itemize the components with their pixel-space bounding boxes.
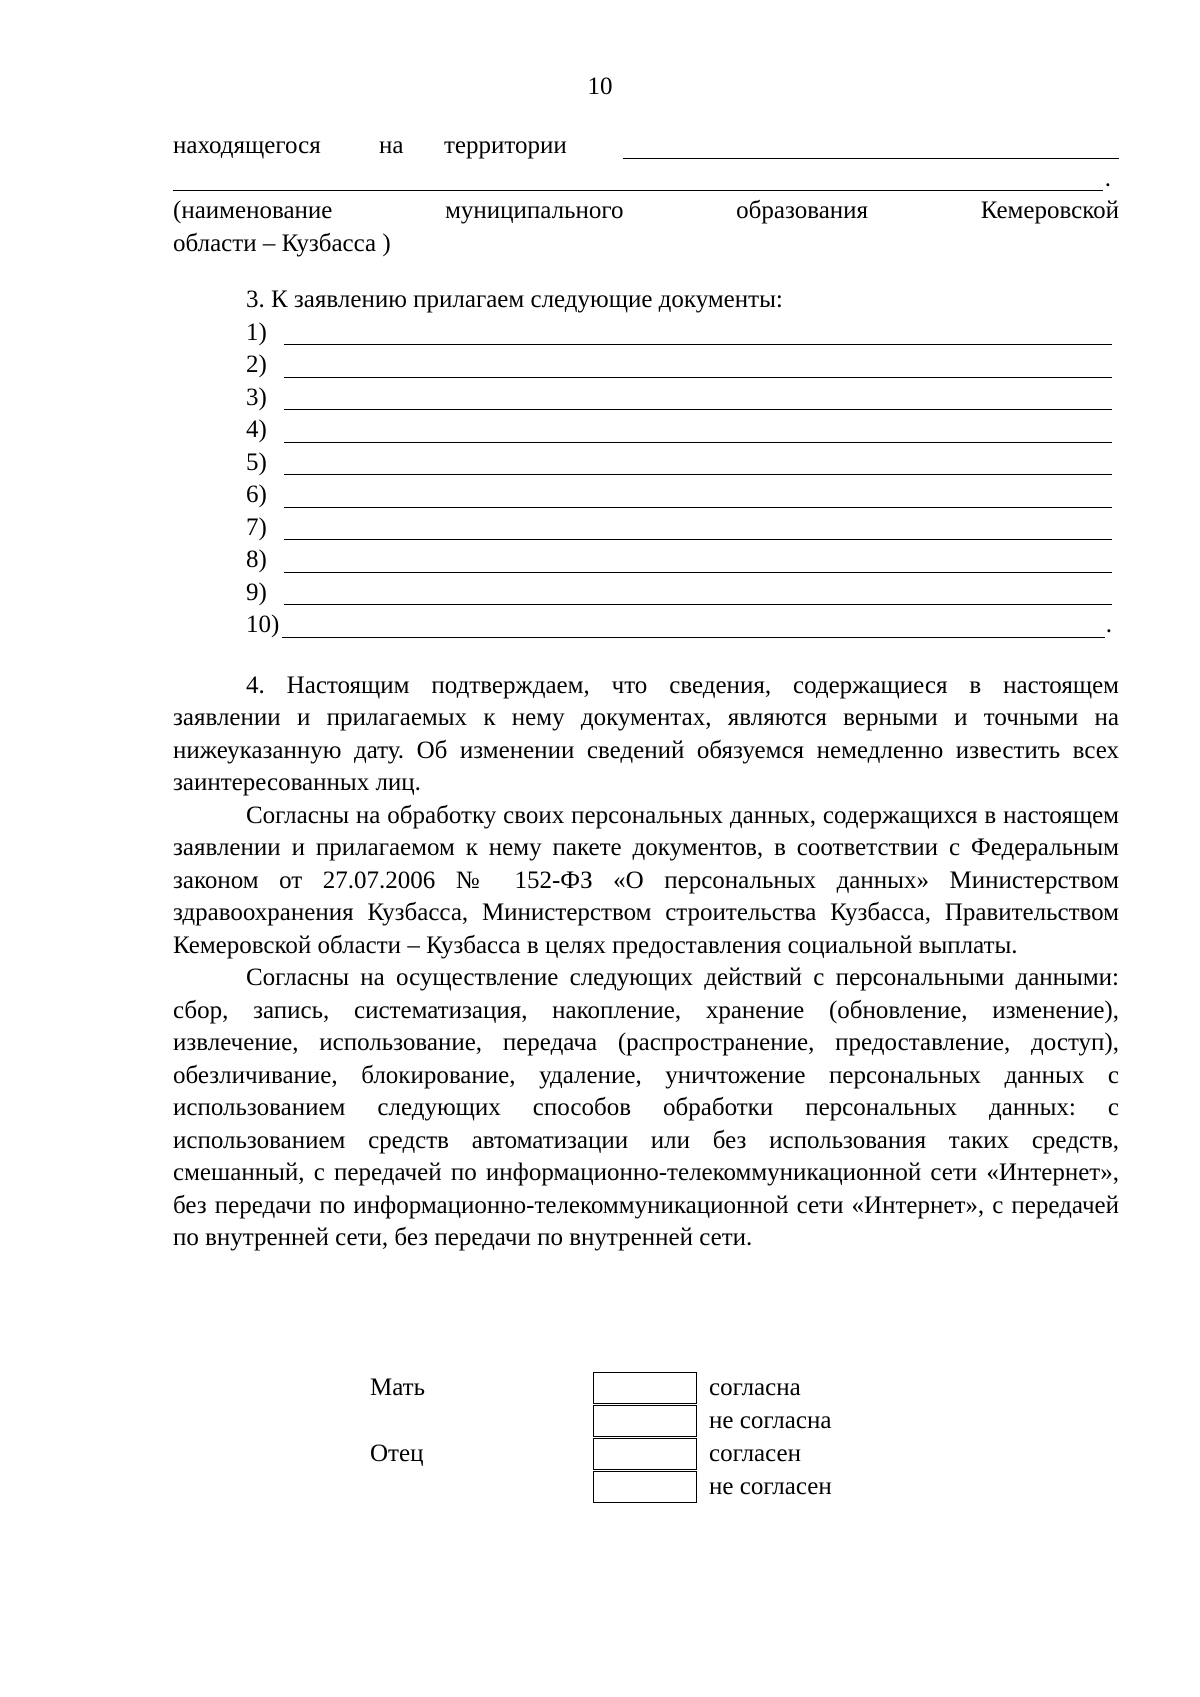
document-item [246,512,1119,545]
territory-line [173,130,1119,163]
document-item-field[interactable] [282,637,1105,638]
father-agree-checkbox[interactable] [593,1438,697,1470]
document-item [246,479,1119,512]
territory-continuation-line [173,163,1119,196]
document-item-number: 10) [246,611,280,638]
document-item-field[interactable] [284,539,1112,540]
document-item [246,414,1119,447]
document-list-end-dot: . [1105,611,1112,638]
document-body [173,130,1119,1255]
document-item [246,577,1119,610]
section-4-paragraph-1: 4. Настоящим подтверждаем, что сведения, содержащиеся в настоящем заявлении и прилагаемых к нему документах, являются верными и точными на нижеуказанную дату. Об изменении сведений обязуемся немедленно известить всех заинтересованных лиц. [173,671,1119,796]
mother-agree-label: согласна [709,1374,801,1401]
father-agree-label: согласен [709,1440,802,1467]
caption-word: муниципального [445,197,624,224]
section-4-paragraph-2: Согласны на обработку своих персональных данных, содержащихся в настоящем заявлении и прилагаемом к нему пакете документов, в соответствии с Федеральным законом от 27.07.2006 № 152-ФЗ «О персональных данных» Министерством здравоохранения Кузбасса, Министерством строительства Кузбасса, Правительством Кемеровской области – Кузбасса в целях предоставления социальной выплаты. [173,801,1119,959]
document-item-number: 8) [246,546,267,573]
caption-line-1 [173,195,1119,228]
mother-agree-checkbox[interactable] [593,1372,697,1404]
document-item-field[interactable] [284,604,1112,605]
document-item-field[interactable] [284,474,1112,475]
document-item-field[interactable] [284,572,1112,573]
caption-line-2: области – Кузбасса ) [173,229,391,257]
documents-list [173,317,1119,642]
mother-label: Мать [370,1374,426,1401]
document-item-field[interactable] [284,409,1112,410]
father-label: Отец [370,1440,424,1467]
document-item-field[interactable] [284,442,1112,443]
mother-disagree-checkbox[interactable] [593,1405,697,1437]
document-item [246,349,1119,382]
father-disagree-label: не согласен [709,1473,832,1500]
document-item-number: 7) [246,513,267,541]
document-item-field[interactable] [284,377,1112,378]
document-item-number: 2) [246,351,267,378]
page-number: 10 [587,73,613,100]
father-disagree-checkbox[interactable] [593,1471,697,1503]
territory-blank-field-2[interactable] [173,190,1103,191]
section-3-heading: 3. К заявлению прилагаем следующие документы: [246,286,783,313]
document-item-number: 6) [246,481,267,508]
document-item-number: 3) [246,383,267,411]
section-4-paragraph-3: Согласны на осуществление следующих действий с персональными данными: сбор, запись, систематизация, накопление, хранение (обновление, изменение), извлечение, использование, передача (распространение, предоставление, доступ), обезличивание, блокирование, удаление, уничтожение персональных данных с использованием следующих способов обработки персональных данных: с использованием средств автоматизации или без использования таких средств, смешанный, с передачей по информационно-телекоммуникационной сети «Интернет», без передачи по информационно-телекоммуникационной сети «Интернет», с передачей по внутренней сети, без передачи по внутренней сети. [173,964,1119,1251]
document-item [246,544,1119,577]
document-item [246,382,1119,415]
document-item-number: 9) [246,578,267,606]
territory-word-3: территории [444,132,567,159]
document-item-number: 4) [246,416,267,443]
document-item-number: 5) [246,448,267,476]
caption-word: Кемеровской [980,197,1119,224]
document-item [246,317,1119,350]
document-item-number: 1) [246,318,267,346]
mother-disagree-label: не согласна [709,1407,832,1434]
consent-block [0,1372,1200,1512]
caption-word: образования [736,197,869,224]
document-item-field[interactable] [284,507,1112,508]
document-item-field[interactable] [284,344,1112,345]
territory-word-2: на [379,132,404,159]
territory-word-1: находящегося [173,132,321,159]
caption-word: (наименование [173,197,333,224]
territory-end-dot: . [1104,164,1111,192]
territory-blank-field[interactable] [623,158,1119,159]
document-item [246,447,1119,480]
document-item [246,609,1119,642]
